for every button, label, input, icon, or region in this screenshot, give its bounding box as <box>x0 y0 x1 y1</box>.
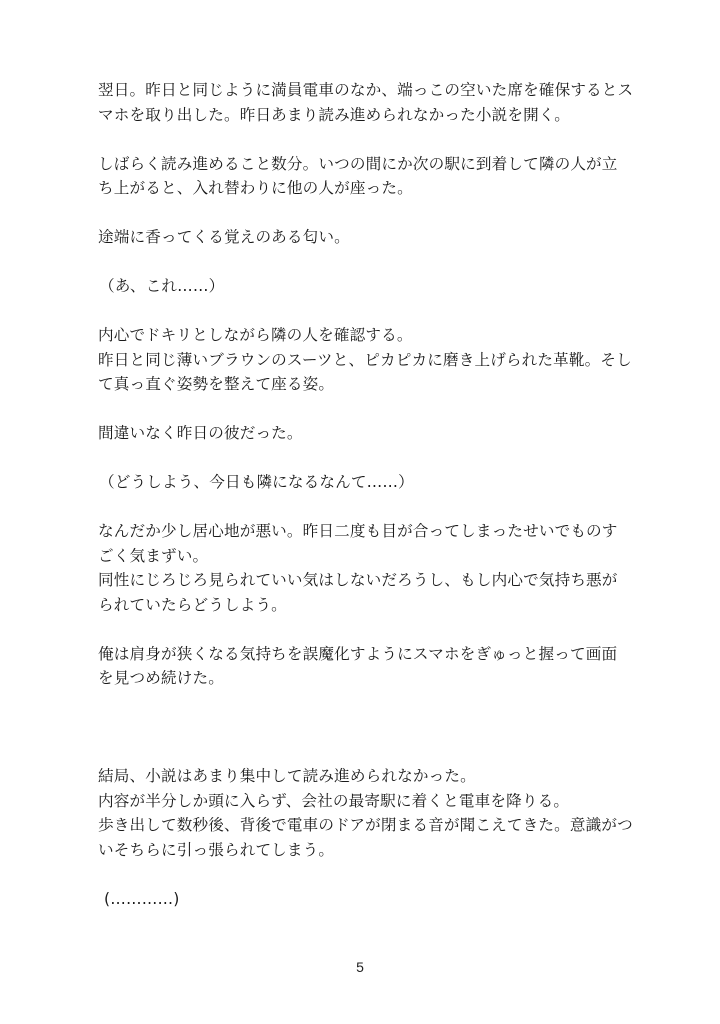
text-line: 同性にじろじろ見られていい気はしないだろうし、もし内心で気持ち悪が <box>98 571 618 589</box>
blank-line <box>98 299 628 324</box>
blank-line <box>98 201 628 226</box>
text-line: (…………) <box>104 889 180 908</box>
text-line: られていたらどうしよう。 <box>98 595 287 614</box>
text-line: 翌日。昨日と同じように満員電車のなか、端っこの空いた席を確保するとス <box>98 81 634 99</box>
text-line: 歩き出して数秒後、背後で電車のドアが閉まる音が聞こえてきた。意識がつ <box>98 816 633 834</box>
text-line: （どうしよう、今日も隣になるなんて……） <box>99 473 414 491</box>
blank-line <box>98 127 628 152</box>
blank-line <box>98 495 628 520</box>
text-line: しばらく読み進めること数分。いつの間にか次の駅に到着して隣の人が立 <box>98 154 618 173</box>
text-line: 俺は肩身が狭くなる気持ちを誤魔化すようにスマホをぎゅっと握って画面 <box>98 644 618 663</box>
text-line: マホを取り出した。昨日あまり読み進められなかった小説を開く。 <box>98 105 571 124</box>
text-line: なんだか少し居心地が悪い。昨日二度も目が合ってしまったせいでものす <box>98 522 618 540</box>
blank-line <box>98 617 628 642</box>
text-line: 昨日と同じ薄いブラウンのスーツと、ピカピカに磨き上げられた革靴。そし <box>98 350 632 369</box>
text-line: 結局、小説はあまり集中して読み進められなかった。 <box>98 767 476 785</box>
novel-body-text <box>98 78 634 911</box>
text-line: 途端に香ってくる覚えのある匂い。 <box>98 228 350 246</box>
page-number: 5 <box>356 959 364 975</box>
text-line: ち上がると、入れ替わりに他の人が座った。 <box>98 179 413 197</box>
blank-line <box>98 862 628 887</box>
text-line: 間違いなく昨日の彼だった。 <box>98 424 303 442</box>
text-line: （あ、これ……） <box>99 277 225 295</box>
blank-line <box>98 397 628 422</box>
text-line: 内心でドキリとしながら隣の人を確認する。 <box>98 326 413 344</box>
text-line: を見つめ続けた。 <box>98 669 224 687</box>
blank-line <box>98 446 628 471</box>
text-line: ごく気まずい。 <box>98 546 209 565</box>
text-line: 内容が半分しか頭に入らず、会社の最寄駅に着くと電車を降りる。 <box>98 791 570 810</box>
text-line: いそちらに引っ張られてしまう。 <box>98 840 335 859</box>
blank-line <box>98 250 628 275</box>
text-line: て真っ直ぐ姿勢を整えて座る姿。 <box>98 375 335 393</box>
section-break <box>98 691 628 765</box>
